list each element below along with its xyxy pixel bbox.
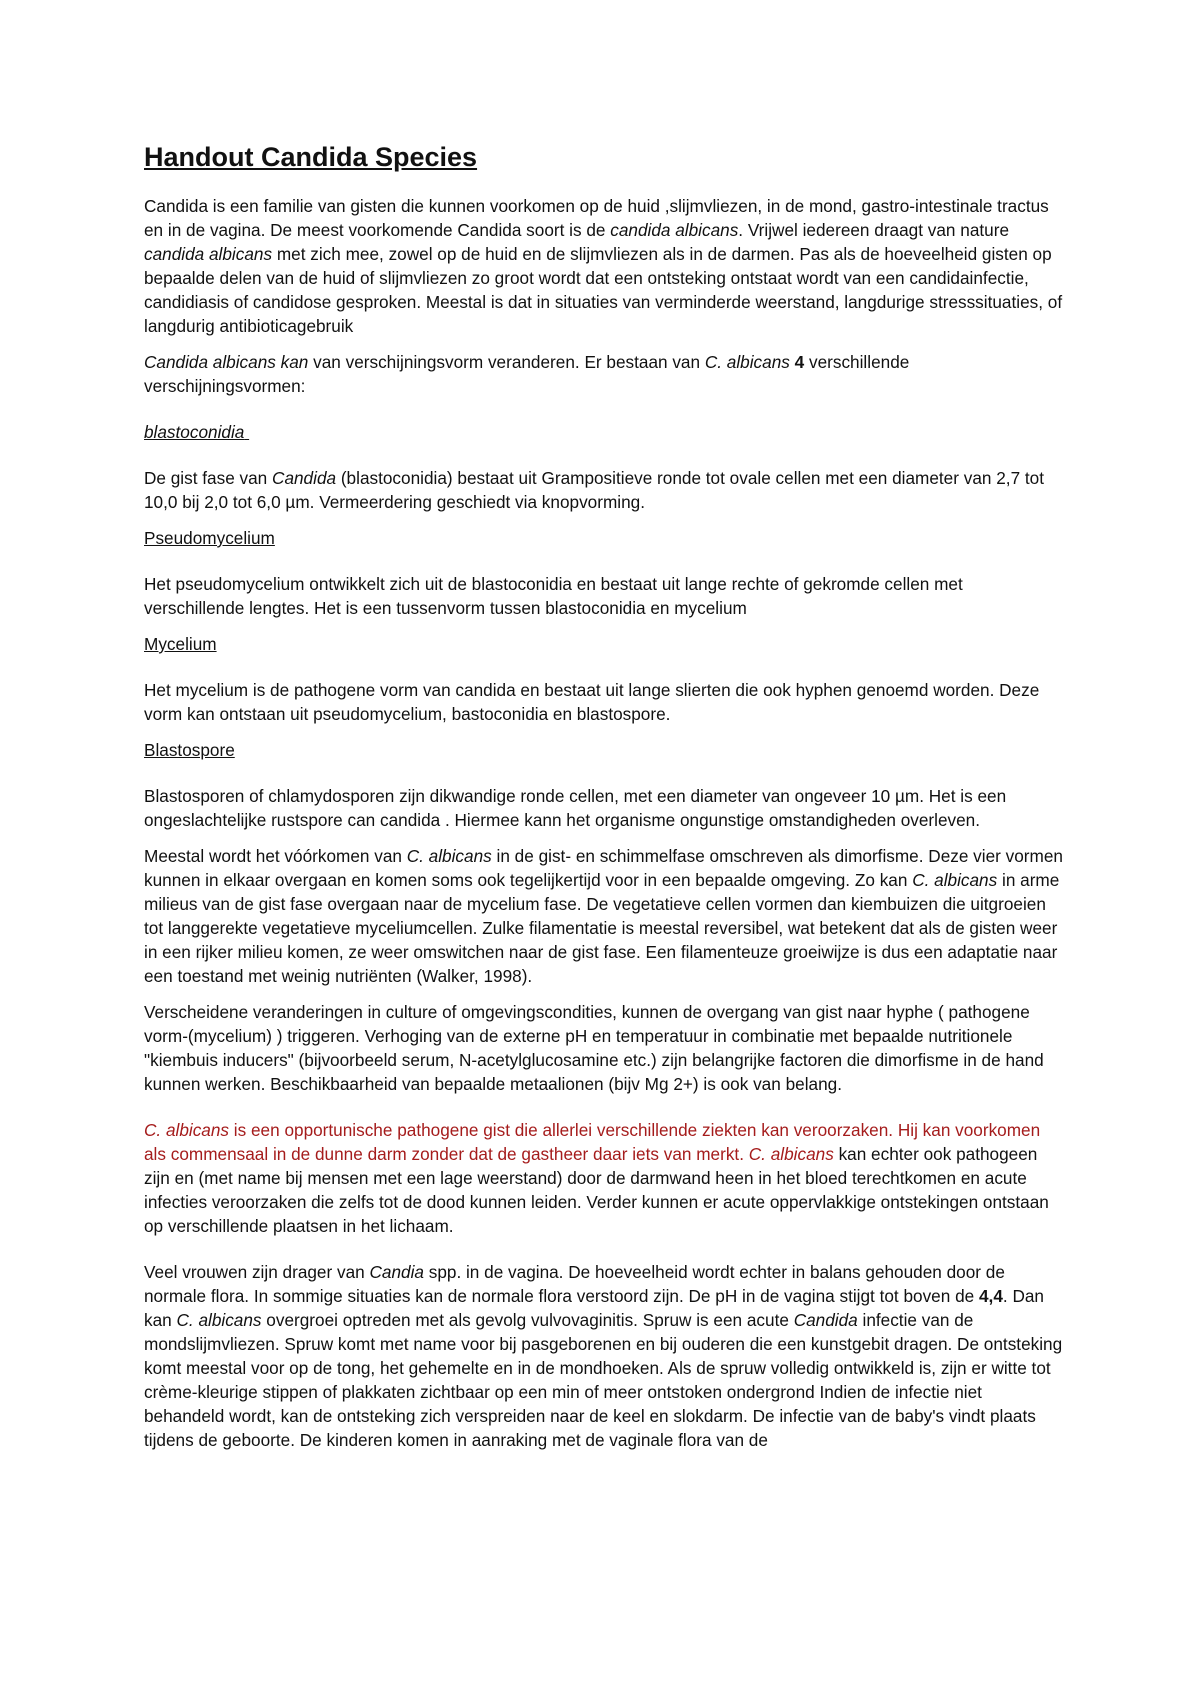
mycelium-heading: Mycelium xyxy=(144,634,217,654)
italic-species: Candia xyxy=(369,1262,424,1282)
intro-paragraph xyxy=(144,194,1064,338)
italic-species: candida albicans xyxy=(610,220,739,240)
mycelium-paragraph: Het mycelium is de pathogene vorm van candida en bestaat uit lange slierten die ook hyphen genoemd worden. Deze vorm kan ontstaan uit pseudomycelium, bastoconidia en blastospore. xyxy=(144,680,1040,724)
text-run: infectie van de mondslijmvliezen. Spruw komt met name voor bij pasgeborenen en bij ouderen die een kunstgebit dragen. De ontsteking komt meestal voor op de tong, het gehemelte en in de mondhoeken. Als de spruw volledig ontwikkeld is, zijn er witte tot crème-kleurige stippen of plakkaten zichtbaar op een min of meer ontstoken ondergrond Indien de infectie niet behandeld wordt, kan de ontsteking zich verspreiden naar de keel en slokdarm. De infectie van de baby's vindt plaats tijdens de geboorte. De kinderen komen in aanraking met de vaginale flora van de xyxy=(144,1310,1063,1450)
text-run: . Vrijwel iedereen draagt van nature xyxy=(738,220,1009,240)
forms-intro-paragraph xyxy=(144,350,1064,398)
italic-species: candida albicans xyxy=(144,244,273,264)
text-run: is een opportunische pathogene gist die allerlei verschillende ziekten kan veroorzaken. Hij kan voorkomen als commensaal in de dunne darm zonder dat de gastheer daar iets van merkt. xyxy=(144,1120,1041,1164)
blastoconidia-heading xyxy=(144,420,1064,444)
italic-species: C. albicans xyxy=(406,846,492,866)
blastoconidia-paragraph xyxy=(144,466,1064,514)
italic-species: C. albicans xyxy=(748,1144,834,1164)
dimorfisme-paragraph xyxy=(144,844,1064,988)
opportunistic-paragraph xyxy=(144,1118,1064,1238)
blastospore-heading: Blastospore xyxy=(144,740,235,760)
italic-species: C. albicans xyxy=(144,1120,230,1140)
text-run: in arme milieus van de gist fase overgaan naar de mycelium fase. De vegetatieve cellen vormen dan kiembuizen die uitgroeien tot langgerekte vegetatieve myceliumcellen. Zulke filamentatie is meestal reversibel, wat betekent dat als de gisten weer in een rijker milieu komen, ze weer omswitchen naar de gist fase. Een filamenteuze groeiwijze is dus een adaptatie naar een toestand met weinig nutriënten (Walker, 1998). xyxy=(144,870,1060,986)
bold-number: 4 xyxy=(794,352,805,372)
blastospore-paragraph: Blastosporen of chlamydosporen zijn dikwandige ronde cellen, met een diameter van ongeveer 10 µm. Het is een ongeslachtelijke rustspore can candida . Hiermee kann het organisme ongunstige omstandigheden overleven. xyxy=(144,786,1007,830)
text-run: De gist fase van xyxy=(144,468,273,488)
italic-species: Candida xyxy=(272,468,337,488)
text-run: in de gist- en schimmelfase omschreven als dimorfisme. Deze vier vormen kunnen in elkaar overgaan en komen soms ook tegelijkertijd voor in een bepaalde omgeving. Zo kan xyxy=(144,846,1063,890)
text-run: met zich mee, zowel op de huid en de slijmvliezen als in de darmen. Pas als de hoeveelheid gisten op bepaalde delen van de huid of slijmvliezen zo groot wordt dat een ontsteking ontstaat wordt van een candidainfectie, candidiasis of candidose gesproken. Meestal is dat in situaties van verminderde weerstand, langdurige stresssituaties, of langdurig antibioticagebruik xyxy=(144,244,1063,336)
vagina-paragraph xyxy=(144,1260,1064,1452)
text-run: Candida is een familie van gisten die kunnen voorkomen op de huid ,slijmvliezen, in de mond, gastro-intestinale tractus en in de vagina. De meest voorkomende Candida soort is de xyxy=(144,196,1049,240)
italic-species: C. albicans xyxy=(912,870,998,890)
text-run: . Dan kan xyxy=(144,1286,1044,1330)
text-run: Veel vrouwen zijn drager van xyxy=(144,1262,370,1282)
document-page xyxy=(144,140,1064,1464)
conditions-paragraph: Verscheidene veranderingen in culture of omgevingscondities, kunnen de overgang van gist naar hyphe ( pathogene vorm-(mycelium) ) triggeren. Verhoging van de externe pH en temperatuur in combinatie met bepaalde nutritionele "kiembuis inducers" (bijvoorbeeld serum, N-acetylglucosamine etc.) zijn belangrijke factoren die dimorfisme in de hand kunnen werken. Beschikbaarheid van bepaalde metaalionen (bijv Mg 2+) is ook van belang. xyxy=(144,1002,1044,1094)
pseudomycelium-paragraph: Het pseudomycelium ontwikkelt zich uit de blastoconidia en bestaat uit lange rechte of gekromde cellen met verschillende lengtes. Het is een tussenvorm tussen blastoconidia en mycelium xyxy=(144,574,963,618)
text-run: kan echter ook pathogeen zijn en (met name bij mensen met een lage weerstand) door de darmwand heen in het bloed terechtkomen en acute infecties veroorzaken die zelfs tot de dood kunnen leiden. Verder kunnen er acute oppervlakkige ontstekingen ontstaan op verschillende plaatsen in het lichaam. xyxy=(144,1144,1049,1236)
document-title: Handout Candida Species xyxy=(144,142,478,172)
text-run: overgroei optreden met als gevolg vulvovaginitis. Spruw is een acute xyxy=(261,1310,794,1330)
italic-species: Candida xyxy=(793,1310,858,1330)
text-run: verschillende verschijningsvormen: xyxy=(144,352,910,396)
italic-species: C. albicans xyxy=(176,1310,262,1330)
text-run: spp. in de vagina. De hoeveelheid wordt echter in balans gehouden door de normale flora. In sommige situaties kan de normale flora verstoord zijn. De pH in de vagina stijgt tot boven de xyxy=(144,1262,1005,1306)
italic-species: Candida albicans kan xyxy=(144,352,309,372)
text-run: (blastoconidia) bestaat uit Grampositieve ronde tot ovale cellen met een diameter van 2,7 tot 10,0 bij 2,0 tot 6,0 µm. Vermeerdering geschiedt via knopvorming. xyxy=(144,468,1045,512)
text-run: Meestal wordt het vóórkomen van xyxy=(144,846,407,866)
text-run: van verschijningsvorm veranderen. Er bestaan van xyxy=(308,352,705,372)
heading-text: blastoconidia xyxy=(144,422,245,442)
italic-species: C. albicans xyxy=(704,352,790,372)
bold-number: 4,4 xyxy=(978,1286,1003,1306)
pseudomycelium-heading: Pseudomycelium xyxy=(144,528,275,548)
